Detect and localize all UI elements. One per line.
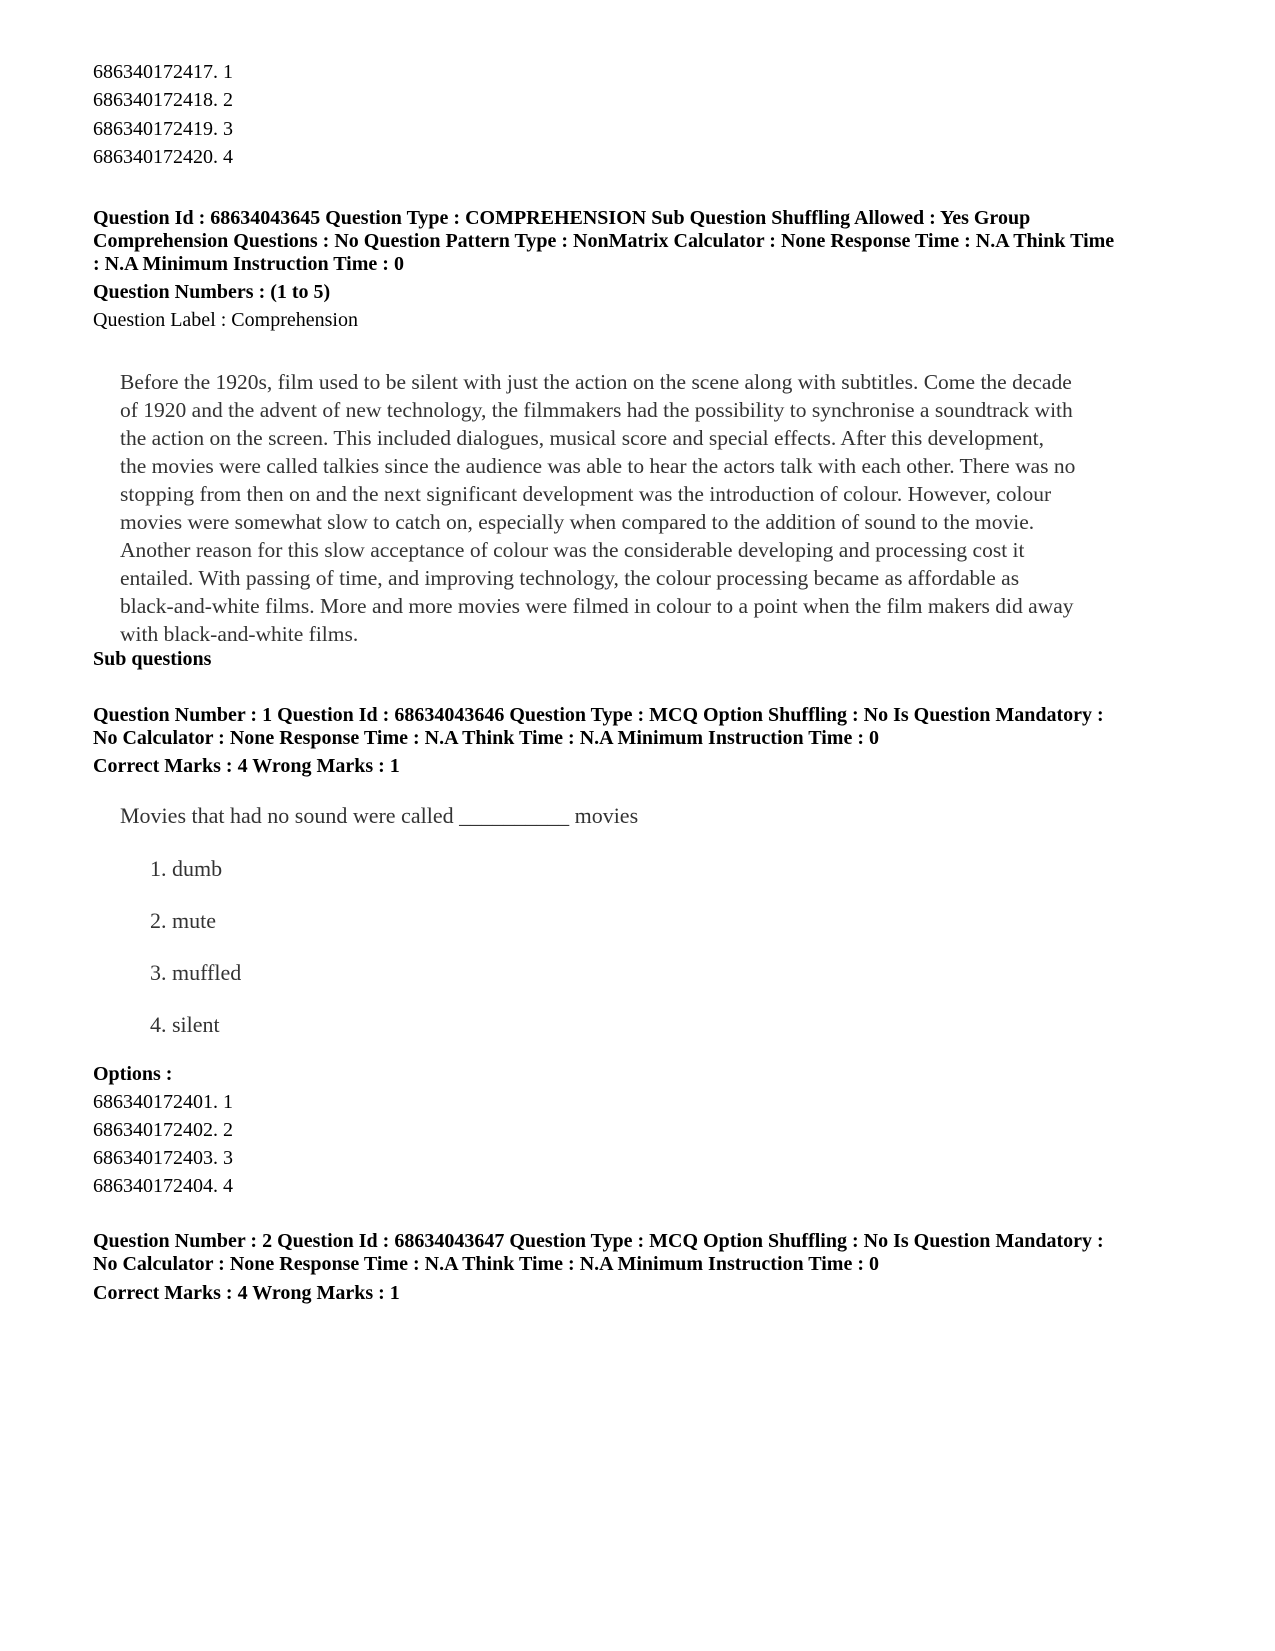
option-id-line: 686340172418. 2 — [93, 89, 233, 111]
passage-line: the movies were called talkies since the audience was able to hear the actors talk with each other. There was no — [120, 454, 1076, 478]
question-1-text: Movies that had no sound were called __________ movies — [120, 803, 639, 828]
options-heading: Options : — [93, 1063, 173, 1085]
question-1-choice: 2. mute — [150, 908, 216, 933]
question-2-meta-line: No Calculator : None Response Time : N.A Think Time : N.A Minimum Instruction Time : 0 — [93, 1253, 879, 1275]
passage-line: black-and-white films. More and more movies were filmed in colour to a point when the film makers did away — [120, 594, 1074, 618]
option-id-line: 686340172402. 2 — [93, 1119, 233, 1141]
question-1-marks: Correct Marks : 4 Wrong Marks : 1 — [93, 755, 400, 777]
option-id-line: 686340172420. 4 — [93, 146, 233, 168]
option-id-line: 686340172419. 3 — [93, 118, 233, 140]
passage-line: Before the 1920s, film used to be silent with just the action on the scene along with subtitles. Come the decade — [120, 370, 1072, 394]
passage-line: the action on the screen. This included dialogues, musical score and special effects. After this development, — [120, 426, 1045, 450]
passage-line: of 1920 and the advent of new technology, the filmmakers had the possibility to synchronise a soundtrack with — [120, 398, 1073, 422]
option-id-line: 686340172417. 1 — [93, 61, 233, 83]
comprehension-meta-line: : N.A Minimum Instruction Time : 0 — [93, 253, 404, 275]
question-2-marks: Correct Marks : 4 Wrong Marks : 1 — [93, 1282, 400, 1304]
question-label: Question Label : Comprehension — [93, 309, 358, 331]
passage-line: Another reason for this slow acceptance of colour was the considerable developing and processing cost it — [120, 538, 1025, 562]
question-1-choice: 1. dumb — [150, 856, 223, 881]
question-2-meta-line: Question Number : 2 Question Id : 68634043647 Question Type : MCQ Option Shuffling : No Is Question Mandatory : — [93, 1230, 1104, 1252]
question-numbers: Question Numbers : (1 to 5) — [93, 281, 331, 303]
passage-line: with black-and-white films. — [120, 622, 359, 646]
question-1-choice: 3. muffled — [150, 960, 242, 985]
comprehension-meta-line: Question Id : 68634043645 Question Type : COMPREHENSION Sub Question Shuffling Allowed : Yes Group — [93, 207, 1031, 229]
comprehension-passage — [120, 368, 1200, 648]
passage-line: entailed. With passing of time, and improving technology, the colour processing became as affordable as — [120, 566, 1020, 590]
passage-line: stopping from then on and the next significant development was the introduction of colour. However, colour — [120, 482, 1052, 506]
passage-line: movies were somewhat slow to catch on, especially when compared to the addition of sound to the movie. — [120, 510, 1035, 534]
question-1-meta-line: No Calculator : None Response Time : N.A Think Time : N.A Minimum Instruction Time : 0 — [93, 727, 879, 749]
option-id-line: 686340172403. 3 — [93, 1147, 233, 1169]
comprehension-meta-line: Comprehension Questions : No Question Pattern Type : NonMatrix Calculator : None Response Time : N.A Think Time — [93, 230, 1115, 252]
option-id-line: 686340172404. 4 — [93, 1175, 233, 1197]
option-id-line: 686340172401. 1 — [93, 1091, 233, 1113]
sub-questions-heading: Sub questions — [93, 648, 212, 670]
question-1-choice: 4. silent — [150, 1012, 220, 1037]
question-1-meta-line: Question Number : 1 Question Id : 68634043646 Question Type : MCQ Option Shuffling : No Is Question Mandatory : — [93, 704, 1104, 726]
